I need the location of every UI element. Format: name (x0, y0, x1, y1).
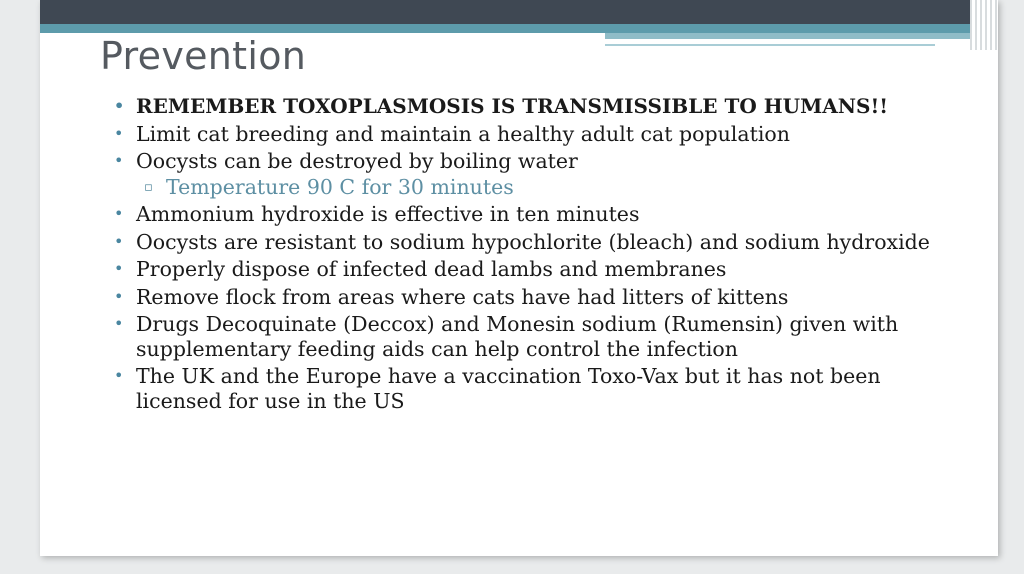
bullet-icon: • (114, 259, 124, 278)
sub-bullet-icon: ▫ (144, 179, 153, 195)
bullet-item (110, 122, 960, 147)
header-bar-dark (40, 0, 980, 24)
bullet-icon: • (114, 314, 124, 333)
bullet-text: Drugs Decoquinate (Deccox) and Monesin sodium (Rumensin) given with supplementary feeding aids can help control the infection (136, 312, 899, 361)
slide-title: Prevention (100, 34, 307, 78)
bullet-item (110, 257, 960, 282)
bullet-item (110, 149, 960, 174)
bullet-text: Properly dispose of infected dead lambs and membranes (136, 257, 727, 281)
bullet-list (110, 94, 960, 416)
bullet-icon: • (114, 366, 124, 385)
bullet-text: Remove flock from areas where cats have had litters of kittens (136, 284, 789, 309)
bullet-item (110, 202, 960, 227)
bullet-text: Temperature 90 C for 30 minutes (166, 174, 514, 199)
bullet-text: Oocysts are resistant to sodium hypochlorite (bleach) and sodium hydroxide (136, 229, 930, 254)
bullet-item (110, 312, 960, 361)
bullet-icon: • (114, 123, 124, 143)
slide (40, 0, 998, 556)
header-accent-bar (605, 33, 998, 39)
bullet-icon: • (114, 96, 125, 115)
bullet-item (110, 94, 960, 119)
bullet-text: REMEMBER TOXOPLASMOSIS IS TRANSMISSIBLE TO HUMANS!! (136, 94, 889, 118)
bullet-item (110, 364, 960, 413)
bullet-text: Ammonium hydroxide is effective in ten minutes (136, 202, 640, 226)
bullet-item (110, 285, 960, 310)
header-stripes (970, 0, 998, 50)
bullet-item (110, 230, 960, 255)
sub-bullet-item (110, 175, 960, 200)
bullet-icon: • (114, 286, 124, 306)
bullet-text: Oocysts can be destroyed by boiling water (136, 149, 578, 173)
bullet-text: The UK and the Europe have a vaccination Toxo-Vax but it has not been licensed for use in the US (136, 364, 881, 413)
bullet-icon: • (114, 231, 124, 251)
bullet-icon: • (114, 151, 124, 170)
header-accent-line (605, 44, 935, 46)
bullet-icon: • (114, 204, 124, 223)
header-bar-teal (40, 24, 998, 33)
bullet-text: Limit cat breeding and maintain a healthy adult cat population (136, 121, 790, 146)
